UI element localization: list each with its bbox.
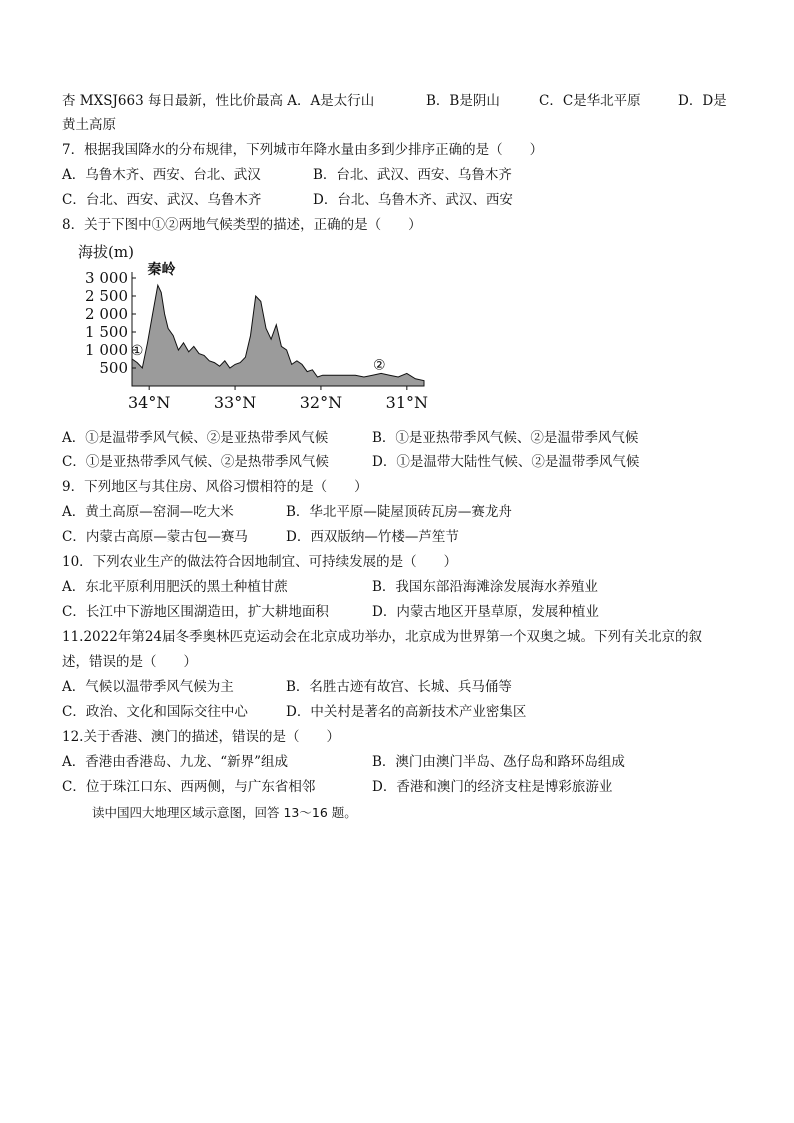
q11-option-a: A．气候以温带季风气候为主 bbox=[62, 679, 234, 695]
q12-option-a: A．香港由香港岛、九龙、“新界”组成 bbox=[62, 754, 289, 770]
q7-option-b: B．台北、武汉、西安、乌鲁木齐 bbox=[313, 167, 512, 183]
q11-option-c: C．政治、文化和国际交往中心 bbox=[62, 704, 248, 720]
y-tick-label: 500 bbox=[99, 359, 128, 377]
q7-option-a: A．乌鲁木齐、西安、台北、武汉 bbox=[62, 167, 261, 183]
map-reading-note: 读中国四大地理区域示意图，回答 13～16 题。 bbox=[92, 805, 357, 820]
y-axis-label: 海拔(m) bbox=[78, 243, 134, 261]
x-tick-label: 33°N bbox=[213, 393, 257, 412]
q6-option-c: C．C是华北平原 bbox=[539, 93, 641, 109]
elevation-profile-chart bbox=[70, 240, 430, 415]
q8-option-c: C．①是亚热带季风气候、②是热带季风气候 bbox=[62, 454, 329, 470]
q7-option-c: C．台北、西安、武汉、乌鲁木齐 bbox=[62, 192, 262, 208]
q8-stem: 8．关于下图中①②两地气候类型的描述，正确的是（ ） bbox=[62, 217, 422, 233]
q11-option-d: D．中关村是著名的高新技术产业密集区 bbox=[286, 704, 527, 720]
q10-option-c: C．长江中下游地区围湖造田，扩大耕地面积 bbox=[62, 604, 329, 620]
q7-option-d: D．台北、乌鲁木齐、武汉、西安 bbox=[313, 192, 513, 208]
q11-option-b: B．名胜古迹有故宫、长城、兵马俑等 bbox=[286, 679, 512, 695]
q10-stem: 10．下列农业生产的做法符合因地制宜、可持续发展的是（ ） bbox=[62, 554, 458, 570]
x-tick-label: 34°N bbox=[127, 393, 171, 412]
q12-option-d: D．香港和澳门的经济支柱是博彩旅游业 bbox=[372, 779, 613, 795]
y-tick-label: 1 500 bbox=[85, 323, 128, 341]
q6-option-d-cont: 黄土高原 bbox=[62, 117, 116, 133]
marker-1: ① bbox=[130, 343, 144, 359]
qinling-label: 秦岭 bbox=[147, 262, 176, 278]
q6-option-a-line: 杏 MXSJ663 每日最新，性比价最高 A．A是太行山 bbox=[62, 93, 375, 109]
q8-option-a: A．①是温带季风气候、②是亚热带季风气候 bbox=[62, 430, 329, 446]
q11-stem-line1: 11.2022年第24届冬季奥林匹克运动会在北京成功举办，北京成为世界第一个双奥之城。下列有关北京的叙 bbox=[62, 629, 703, 645]
q7-stem: 7．根据我国降水的分布规律，下列城市年降水量由多到少排序正确的是（ ） bbox=[62, 142, 544, 158]
marker-2: ② bbox=[373, 357, 386, 374]
q11-stem-line2: 述，错误的是（ ） bbox=[62, 654, 197, 670]
y-tick-label: 1 000 bbox=[85, 341, 128, 359]
y-tick-label: 2 500 bbox=[85, 287, 128, 305]
q9-stem: 9．下列地区与其住房、风俗习惯相符的是（ ） bbox=[62, 479, 368, 495]
q12-option-c: C．位于珠江口东、西两侧，与广东省相邻 bbox=[62, 779, 316, 795]
q10-option-d: D．内蒙古地区开垦草原，发展种植业 bbox=[372, 604, 599, 620]
q9-option-d: D．西双版纳—竹楼—芦笙节 bbox=[286, 529, 459, 545]
x-tick-label: 31°N bbox=[385, 393, 429, 412]
q9-option-a: A．黄土高原—窑洞—吃大米 bbox=[62, 504, 234, 520]
q9-option-b: B．华北平原—陡屋顶砖瓦房—赛龙舟 bbox=[286, 504, 512, 520]
x-tick-label: 32°N bbox=[299, 393, 343, 412]
q10-option-b: B．我国东部沿海滩涂发展海水养殖业 bbox=[372, 579, 598, 595]
y-tick-label: 3 000 bbox=[85, 269, 128, 287]
q9-option-c: C．内蒙古高原—蒙古包—赛马 bbox=[62, 529, 248, 545]
q8-option-d: D．①是温带大陆性气候、②是温带季风气候 bbox=[372, 454, 640, 470]
q12-stem: 12.关于香港、澳门的描述，错误的是（ ） bbox=[62, 729, 340, 745]
y-tick-label: 2 000 bbox=[85, 305, 128, 323]
q10-option-a: A．东北平原利用肥沃的黑土种植甘蔗 bbox=[62, 579, 288, 595]
q6-option-b: B．B是阴山 bbox=[426, 93, 500, 109]
q6-option-d: D．D是 bbox=[678, 93, 727, 109]
q12-option-b: B．澳门由澳门半岛、氹仔岛和路环岛组成 bbox=[372, 754, 625, 770]
q8-option-b: B．①是亚热带季风气候、②是温带季风气候 bbox=[372, 430, 639, 446]
